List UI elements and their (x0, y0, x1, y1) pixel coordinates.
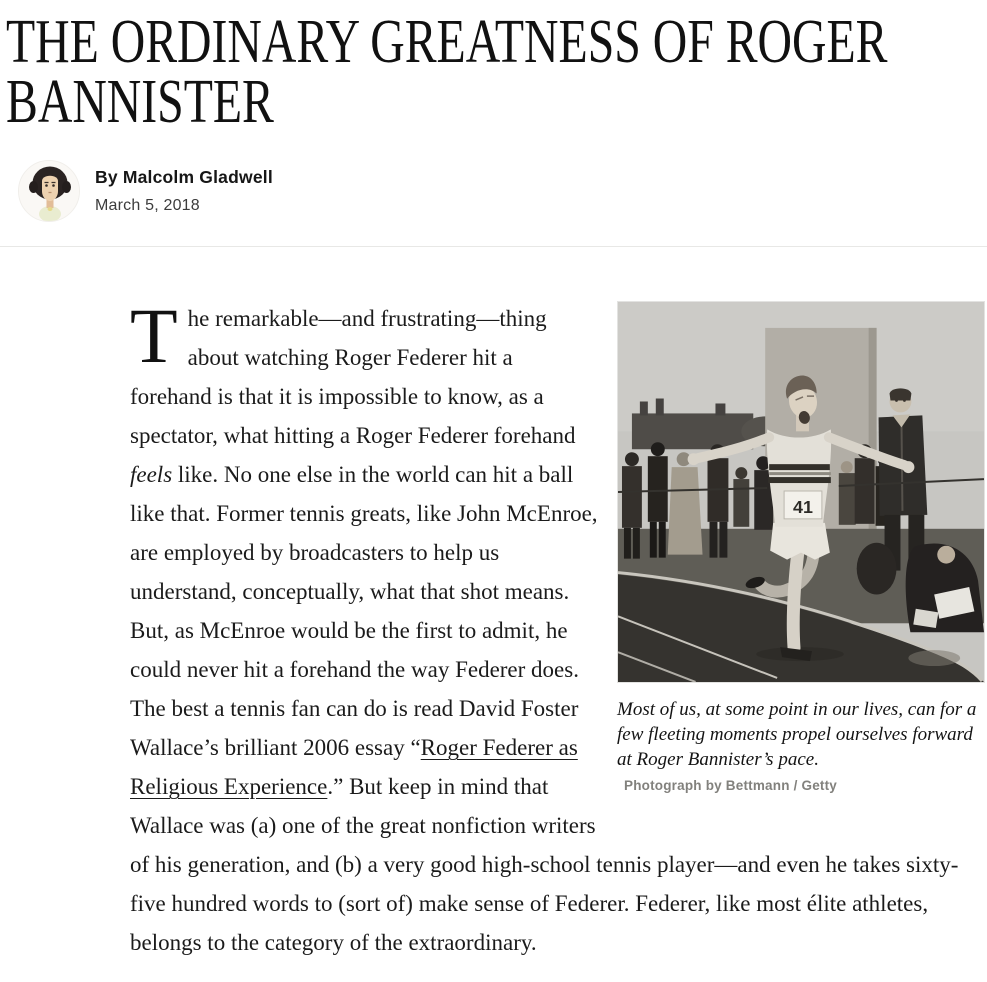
paragraph-text-3: .” But keep in mind that Wallace was (a) one of the great nonfiction writers of his generation, and (b) a very good high-school tennis player—and even he takes sixty-five hundred words to (sort of) make sense of Federer. Federer, like most élite athletes, belongs to the category of the extraordinary. (130, 774, 959, 955)
photo-credit: Photograph by Bettmann / Getty (624, 778, 838, 793)
byline-row (18, 160, 987, 222)
essay-link[interactable]: Roger Federer as Religious Experience (130, 735, 578, 799)
publish-date: March 5, 2018 (95, 197, 200, 214)
bannister-finish-line-photo (617, 301, 985, 683)
race-bib-number: 41 (793, 496, 813, 517)
article-body (0, 247, 987, 962)
page-title-line-1: THE ORDINARY GREATNESS OF ROGER (6, 8, 888, 76)
article-figure (617, 301, 985, 798)
page-title-line-2: BANNISTER (6, 68, 274, 136)
drop-cap: T (130, 292, 178, 379)
paragraph-text-1: he remarkable—and frustrating—thing about watching Roger Federer hit a forehand is that it is impossible to know, as a spectator, what hitting a Roger Federer forehand (130, 306, 576, 448)
author-name[interactable]: By Malcolm Gladwell (95, 167, 273, 187)
byline-text (95, 167, 273, 215)
page-title (6, 8, 987, 136)
paragraph-text-2: like. No one else in the world can hit a ball like that. Former tennis greats, like John McEnroe, are employed by broadcasters to help us understand, conceptually, what that shot means. But, as McEnroe would be the first to admit, he could never hit a forehand the way Federer does. The best a tennis fan can do is read David Foster Wallace’s brilliant 2006 essay “ (130, 462, 598, 760)
author-avatar-illustration (19, 161, 80, 222)
photo-caption (617, 697, 985, 798)
author-avatar[interactable] (18, 160, 80, 222)
paragraph-italic-feels: feels (130, 462, 173, 487)
photo-caption-text: Most of us, at some point in our lives, can for a few fleeting moments propel ourselves forward at Roger Bannister’s pace. (617, 699, 977, 770)
